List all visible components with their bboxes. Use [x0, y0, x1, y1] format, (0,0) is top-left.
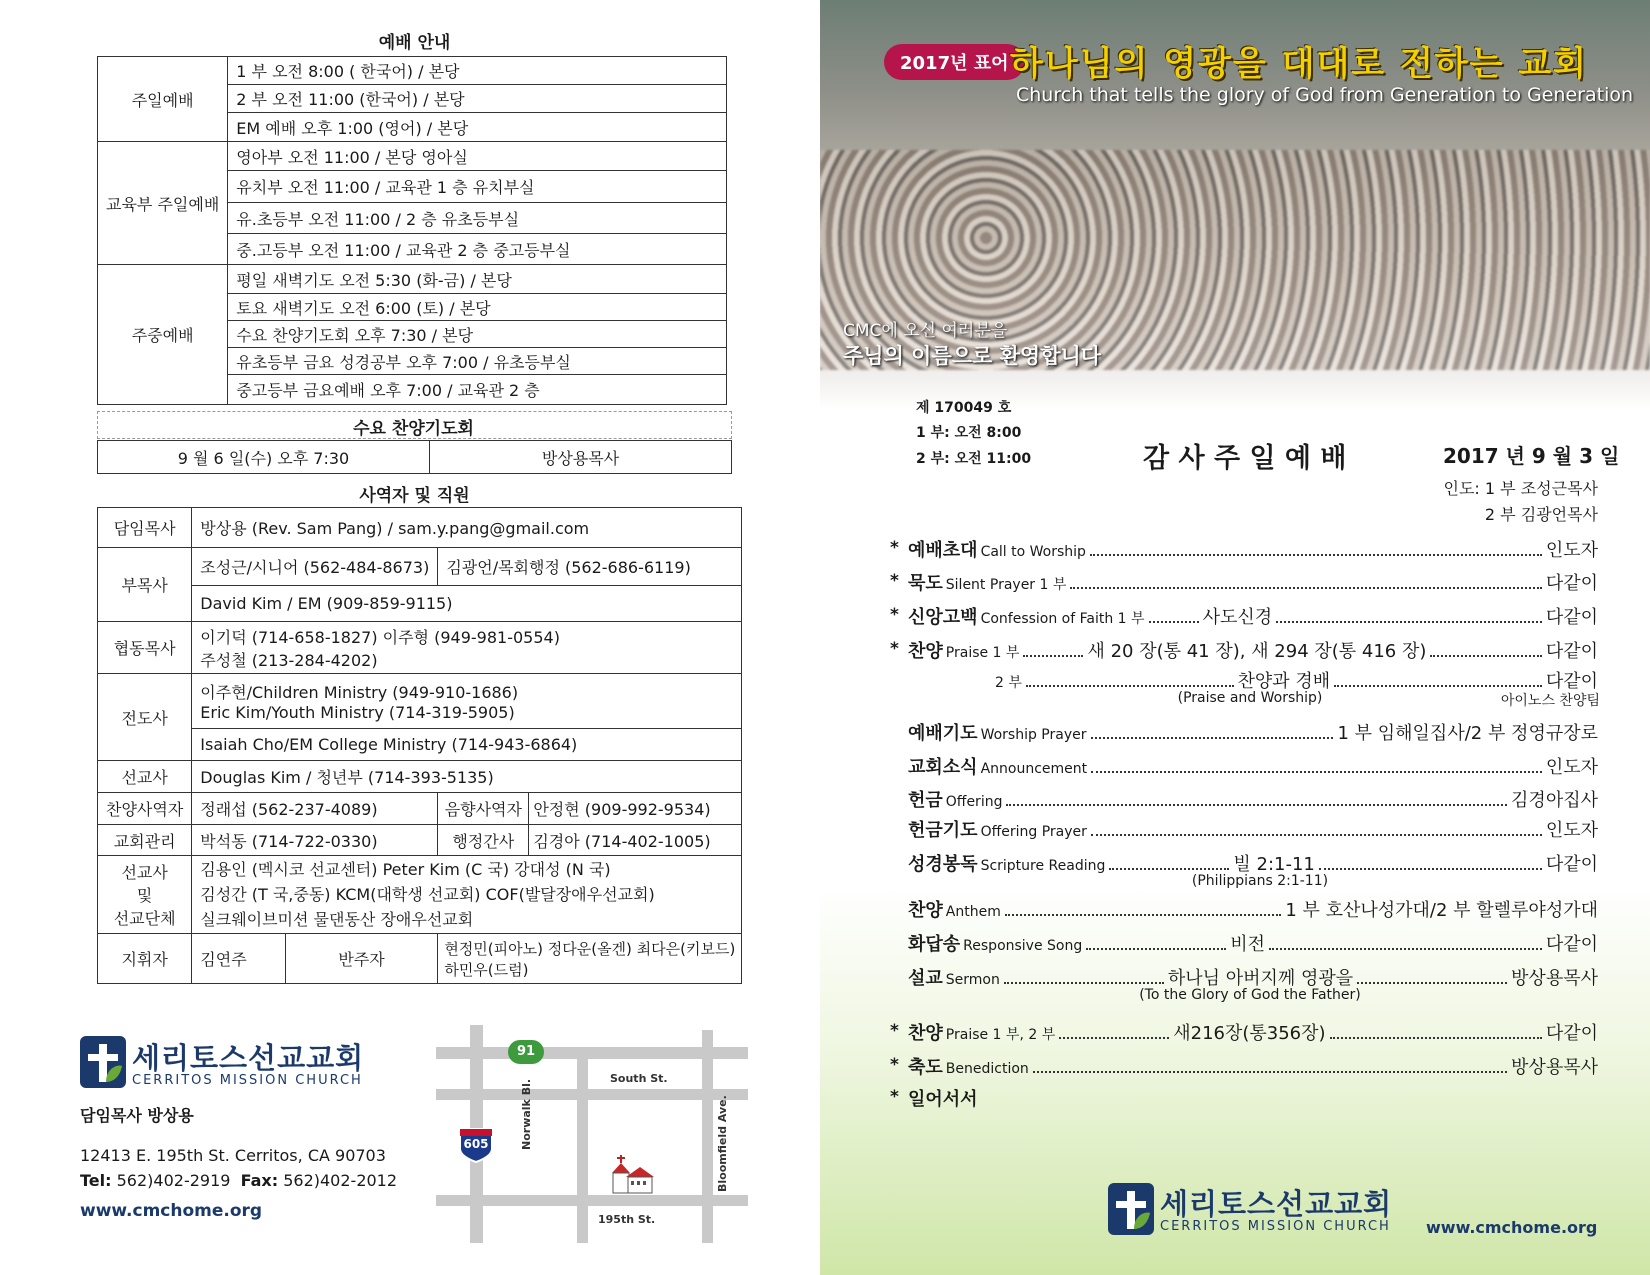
order-leader: 방상용목사: [1511, 968, 1598, 989]
schedule-row: 1 부 오전 8:00 ( 한국어) / 본당: [228, 57, 727, 85]
order-ko: 찬양: [908, 900, 943, 921]
staff-label: 선교사: [98, 761, 192, 793]
staff-label: 행정간사: [438, 825, 529, 856]
motto-year-badge: 2017년 표어: [884, 44, 1025, 80]
standing-mark: *: [890, 1021, 899, 1041]
staff-value: Douglas Kim / 청년부 (714-393-5135): [192, 761, 742, 793]
order-ko: 일어서서: [908, 1089, 978, 1110]
tel-label: Tel:: [80, 1171, 112, 1190]
order-en: Offering: [945, 794, 1003, 810]
group-weekday: 주중예배: [98, 265, 228, 405]
schedule-row: 중.고등부 오전 11:00 / 교육관 2 층 중고등부실: [228, 234, 727, 265]
order-en: Silent Prayer 1 부: [945, 577, 1067, 593]
address: 12413 E. 195th St. Cerritos, CA 90703: [80, 1146, 386, 1165]
order-item: [908, 816, 1598, 842]
website-link[interactable]: www.cmchome.org: [1426, 1218, 1598, 1237]
staff-line: 이기덕 (714-658-1827) 이주형 (949-981-0554): [200, 627, 560, 647]
order-en: Confession of Faith 1 부: [980, 611, 1145, 627]
schedule-row: EM 예배 오후 1:00 (영어) / 본당: [228, 113, 727, 142]
staff-title: 사역자 및 직원: [359, 486, 470, 506]
sermon-subtitle: (To the Glory of God the Father): [1139, 987, 1361, 1003]
road-norwalk: [577, 1052, 588, 1243]
order-ko: 예배기도: [908, 723, 978, 744]
fax-label: Fax:: [240, 1171, 279, 1190]
staff-value: 안정현 (909-992-9534): [529, 793, 742, 825]
order-leader: 인도자: [1545, 757, 1598, 778]
senior-pastor: 담임목사 방상용: [80, 1106, 194, 1125]
leader-line-2: 2 부 김광언목사: [1484, 505, 1598, 524]
order-en: Responsive Song: [963, 938, 1083, 954]
order-ko: 성경봉독: [908, 854, 978, 875]
church-name-ko: 세리토스선교교회: [132, 1041, 365, 1075]
order-leader: 인도자: [1545, 820, 1598, 841]
order-item: [908, 536, 1598, 562]
order-ko: 찬양: [908, 1023, 943, 1044]
road-bloomfield: [702, 1030, 713, 1243]
staff-label: 교회관리: [98, 825, 192, 856]
order-item: [908, 719, 1598, 745]
staff-label: 전도사: [98, 674, 192, 761]
service-time-1: 1 부: 오전 8:00: [916, 425, 1022, 441]
order-item: [908, 753, 1598, 779]
staff-line: 실크웨이브미션 물댄동산 장애우선교회: [200, 910, 474, 929]
order-ko: 교회소식: [908, 757, 978, 778]
staff-value: 조성근/시니어 (562-484-8673): [192, 548, 438, 586]
order-en: Announcement: [980, 761, 1088, 777]
order-ko: 화답송: [908, 934, 961, 955]
praise-team: 아이노스 찬양팀: [1500, 693, 1600, 709]
standing-mark: *: [890, 538, 899, 558]
staff-label: 협동목사: [98, 622, 192, 674]
order-content: 새 20 장(통 41 장), 새 294 장(통 416 장): [1087, 641, 1427, 662]
order-en: Praise 1 부, 2 부: [945, 1027, 1056, 1043]
scripture-subtitle: (Philippians 2:1-11): [1191, 873, 1329, 889]
fax: 562)402-2012: [283, 1171, 398, 1190]
order-item: [908, 603, 1598, 629]
wed-prayer-title: 수요 찬양기도회: [353, 419, 474, 439]
wed-date: 9 월 6 일(수) 오후 7:30: [98, 441, 430, 474]
order-leader: 다같이: [1545, 573, 1598, 594]
schedule-row: 2 부 오전 11:00 (한국어) / 본당: [228, 85, 727, 113]
order-content: 빌 2:1-11: [1233, 854, 1315, 875]
hwy-91-shield: 91: [508, 1040, 544, 1064]
order-ko: 묵도: [908, 573, 943, 594]
order-en: Praise 1 부: [945, 645, 1020, 661]
schedule-row: 토요 새벽기도 오전 6:00 (토) / 본당: [228, 294, 727, 321]
order-ko: 축도: [908, 1057, 943, 1078]
staff-label: [98, 856, 192, 934]
welcome-line-2: 주님의 이름으로 환영합니다: [843, 344, 1102, 368]
order-leader: 다같이: [1545, 934, 1598, 955]
order-leader: 방상용목사: [1511, 1057, 1598, 1078]
group-education: 교육부 주일예배: [98, 142, 228, 265]
staff-line: 현정민(피아노) 정다운(올겐) 최다은(키보드): [444, 939, 736, 958]
leader-line-1: 인도: 1 부 조성근목사: [1443, 479, 1598, 498]
staff-label: 찬양사역자: [98, 793, 192, 825]
wed-prayer-table: [97, 440, 732, 474]
staff-line: Eric Kim/Youth Ministry (714-319-5905): [200, 703, 515, 722]
staff-senior: 방상용 (Rev. Sam Pang) / sam.y.pang@gmail.com: [192, 508, 742, 548]
motto-english: Church that tells the glory of God from Generation to Generation: [1016, 84, 1634, 106]
order-en: Sermon: [945, 972, 1000, 988]
staff-line: 김용인 (멕시코 선교센터) Peter Kim (C 국) 강대성 (N 국): [200, 860, 611, 879]
order-ko: 예배초대: [908, 540, 978, 561]
hwy-605-label: 605: [463, 1137, 489, 1151]
schedule-row: 수요 찬양기도회 오후 7:30 / 본당: [228, 321, 727, 348]
staff-line: 김성간 (T 국,중동) KCM(대학생 선교회) COF(발달장애우선교회): [200, 885, 655, 904]
staff-value: 정래섭 (562-237-4089): [192, 793, 438, 825]
staff-label-line: 선교단체: [113, 909, 176, 928]
worship-schedule-table: [97, 56, 727, 405]
order-content: 하나님 아버지께 영광을: [1167, 968, 1354, 989]
order-content: 새216장(통356장): [1173, 1023, 1326, 1044]
service-date: 2017 년 9 월 3 일: [1443, 444, 1620, 468]
staff-line: 하민우(드럼): [444, 960, 529, 979]
standing-mark: *: [890, 1087, 899, 1107]
order-ko: 신앙고백: [908, 607, 978, 628]
schedule-row: 중고등부 금요예배 오후 7:00 / 교육관 2 층: [228, 375, 727, 405]
group-sunday: 주일예배: [98, 57, 228, 142]
order-item: [908, 930, 1598, 956]
standing-mark: *: [890, 1055, 899, 1075]
church-logo-icon: [80, 1036, 126, 1088]
order-ko: 헌금: [908, 790, 943, 811]
staff-line: 주성철 (213-284-4202): [200, 650, 378, 670]
staff-value: Isaiah Cho/EM College Ministry (714-943-6864): [192, 729, 742, 761]
staff-value: 김연주: [192, 934, 285, 984]
staff-value: [192, 856, 742, 934]
order-leader: 다같이: [1545, 671, 1599, 692]
staff-label: 부목사: [98, 548, 192, 622]
staff-label-line: 선교사: [121, 863, 168, 882]
schedule-row: 유.초등부 오전 11:00 / 2 층 유초등부실: [228, 203, 727, 234]
schedule-row: 유치부 오전 11:00 / 교육관 1 층 유치부실: [228, 171, 727, 203]
website-link[interactable]: www.cmchome.org: [80, 1201, 263, 1221]
order-ko: 헌금기도: [908, 820, 978, 841]
order-en: Scripture Reading: [980, 858, 1106, 874]
staff-label: 담임목사: [98, 508, 192, 548]
staff-label: 반주자: [285, 934, 438, 984]
wed-speaker: 방상용목사: [430, 441, 732, 474]
schedule-row: 영아부 오전 11:00 / 본당 영아실: [228, 142, 727, 171]
church-building-icon: [608, 1153, 654, 1197]
order-item: [908, 637, 1598, 663]
order-ko: 찬양: [908, 641, 943, 662]
welcome-line-1: CMC에 오신 여러분을: [843, 321, 1008, 341]
norwalk-label: Norwalk Bl.: [520, 1078, 533, 1150]
order-leader: 다같이: [1545, 607, 1598, 628]
staff-label: 지휘자: [98, 934, 192, 984]
order-leader: 인도자: [1545, 540, 1598, 561]
order-content: 비전: [1230, 934, 1266, 955]
order-en: 2 부: [995, 675, 1022, 691]
tel: 562)402-2919: [116, 1171, 231, 1190]
standing-mark: *: [890, 571, 899, 591]
order-item: [908, 1053, 1598, 1079]
schedule-row: 유초등부 금요 성경공부 오후 7:00 / 유초등부실: [228, 348, 727, 375]
order-en: Benediction: [945, 1061, 1029, 1077]
195th-st-label: 195th St.: [598, 1213, 656, 1226]
church-logo-icon: [1108, 1183, 1154, 1235]
order-leader: 김경아집사: [1511, 790, 1598, 811]
staff-line: 이주현/Children Ministry (949-910-1686): [200, 683, 519, 702]
order-content: 사도신경: [1202, 607, 1273, 628]
praise-subtitle: (Praise and Worship): [1177, 690, 1323, 706]
order-content: 찬양과 경배: [1237, 671, 1331, 692]
staff-value: [192, 674, 742, 729]
issue-number: 제 170049 호: [916, 400, 1012, 416]
staff-value: David Kim / EM (909-859-9115): [192, 586, 742, 622]
order-en: Call to Worship: [980, 544, 1086, 560]
contact: [80, 1171, 397, 1190]
order-item: [908, 1019, 1598, 1045]
staff-label-line: 및: [136, 886, 153, 905]
motto-korean: 하나님의 영광을 대대로 전하는 교회: [1010, 44, 1589, 84]
staff-value: 박석동 (714-722-0330): [192, 825, 438, 856]
order-ko: 설교: [908, 968, 943, 989]
south-st-label: South St.: [610, 1072, 668, 1085]
standing-mark: *: [890, 639, 899, 659]
order-en: Offering Prayer: [980, 824, 1087, 840]
worship-info-title: 예배 안내: [378, 33, 451, 53]
order-leader: 다같이: [1545, 1023, 1598, 1044]
order-leader: 다같이: [1545, 641, 1598, 662]
church-name-en: CERRITOS MISSION CHURCH: [132, 1073, 363, 1088]
order-item: [908, 1085, 1598, 1111]
church-name-en: CERRITOS MISSION CHURCH: [1160, 1219, 1391, 1234]
order-leader: 다같이: [1545, 854, 1598, 875]
service-time-2: 2 부: 오전 11:00: [916, 451, 1032, 467]
staff-value: 김경아 (714-402-1005): [529, 825, 742, 856]
staff-value: [438, 934, 742, 984]
order-item: [908, 786, 1598, 812]
staff-label: 음향사역자: [438, 793, 529, 825]
church-name-ko: 세리토스선교교회: [1160, 1187, 1393, 1221]
order-item: [908, 569, 1598, 595]
staff-value: [192, 622, 742, 674]
standing-mark: *: [890, 605, 899, 625]
order-item: [908, 896, 1598, 922]
staff-value: 김광언/목회행정 (562-686-6119): [438, 548, 742, 586]
order-en: Anthem: [945, 904, 1001, 920]
order-en: Worship Prayer: [980, 727, 1087, 743]
order-leader: 1 부 임해일집사/2 부 정영규장로: [1337, 723, 1598, 744]
service-title: 감 사 주 일 예 배: [1143, 443, 1347, 474]
staff-table: [97, 507, 742, 984]
order-leader: 1 부 호산나성가대/2 부 할렐루야성가대: [1285, 900, 1598, 921]
schedule-row: 평일 새벽기도 오전 5:30 (화-금) / 본당: [228, 265, 727, 294]
bloomfield-label: Bloomfield Ave.: [716, 1095, 729, 1192]
